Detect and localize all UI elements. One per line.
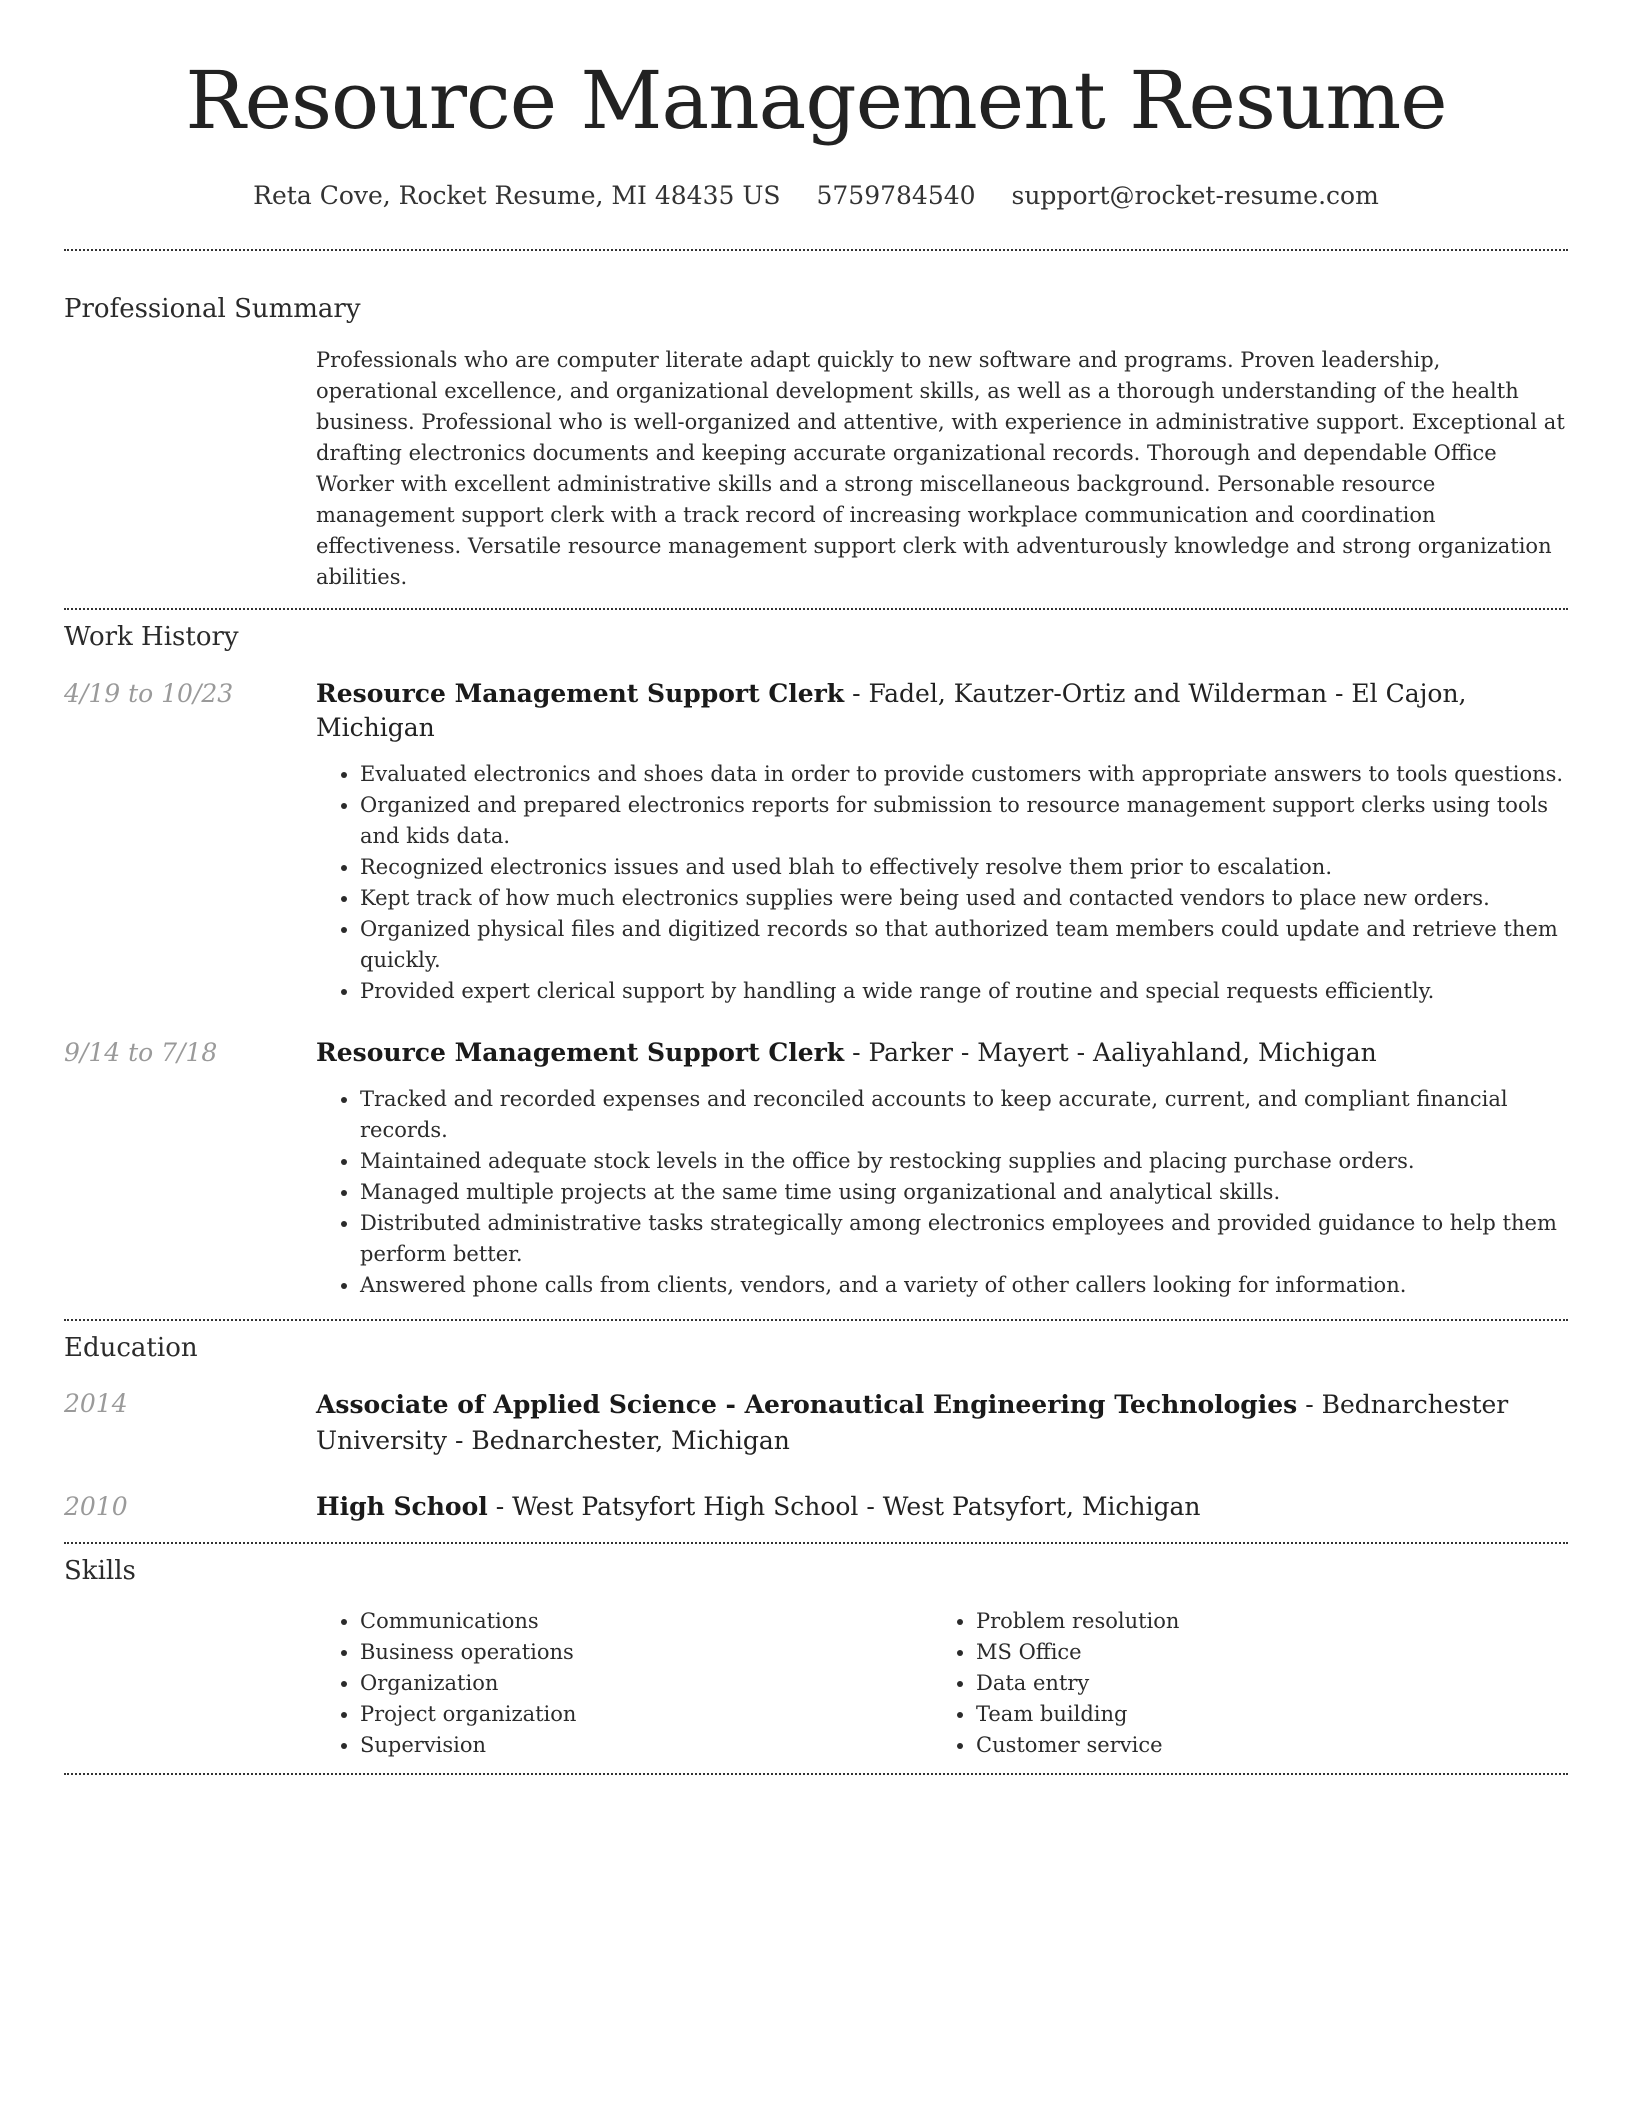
list-item: • Supervision <box>360 1730 932 1761</box>
list-item: • Distributed administrative tasks strategically among electronics employees and provided guidance to help them perform better. <box>360 1208 1568 1270</box>
job-employer: - Fadel, Kautzer-Ortiz and Wilderman - El Cajon, Michigan <box>316 679 1467 742</box>
list-item: • Business operations <box>360 1637 932 1668</box>
education-section <box>64 1331 1568 1524</box>
work-history-heading: Work History <box>64 622 239 652</box>
summary-heading: Professional Summary <box>64 294 361 324</box>
list-item: • Organized physical files and digitized records so that authorized team members could update and retrieve them quickly. <box>360 914 1568 976</box>
education-content <box>316 1490 1568 1524</box>
job-bullets <box>316 1084 1568 1301</box>
list-item: • Provided expert clerical support by handling a wide range of routine and special requests efficiently. <box>360 976 1568 1007</box>
skills-column-left <box>316 1606 932 1761</box>
list-item: • Kept track of how much electronics supplies were being used and contacted vendors to place new orders. <box>360 883 1568 914</box>
list-item: • Answered phone calls from clients, vendors, and a variety of other callers looking for information. <box>360 1270 1568 1301</box>
list-item: • Recognized electronics issues and used blah to effectively resolve them prior to escalation. <box>360 852 1568 883</box>
section-divider <box>64 1542 1568 1544</box>
job-title: Resource Management Support Clerk <box>316 679 845 708</box>
job-header <box>316 677 1568 745</box>
contact-line <box>64 180 1568 212</box>
list-item: • Data entry <box>976 1668 1548 1699</box>
list-item: • Organized and prepared electronics reports for submission to resource management support clerks using tools and kids data. <box>360 790 1568 852</box>
skills-columns <box>316 1606 1568 1761</box>
skills-section <box>64 1554 1568 1761</box>
section-divider <box>64 1773 1568 1775</box>
education-year: 2014 <box>64 1389 128 1418</box>
work-history-section <box>64 620 1568 1301</box>
section-divider <box>64 608 1568 610</box>
resume-title: Resource Management Resume <box>185 54 1447 147</box>
job-header <box>316 1036 1568 1070</box>
education-entry <box>64 1490 1568 1524</box>
skills-heading: Skills <box>64 1556 136 1586</box>
job-dates: 4/19 to 10/23 <box>64 679 234 708</box>
list-item: • Tracked and recorded expenses and reconciled accounts to keep accurate, current, and compliant financial records. <box>360 1084 1568 1146</box>
job-content <box>316 1036 1568 1301</box>
job-entry <box>64 677 1568 1007</box>
job-entry <box>64 1036 1568 1301</box>
section-divider <box>64 1319 1568 1321</box>
job-content <box>316 677 1568 1007</box>
contact-phone: 5759784540 <box>816 181 976 210</box>
job-title: Resource Management Support Clerk <box>316 1038 845 1067</box>
contact-email: support@rocket-resume.com <box>1011 181 1379 210</box>
section-divider <box>64 249 1568 251</box>
education-entry <box>64 1387 1568 1459</box>
education-degree: High School <box>316 1492 488 1521</box>
list-item: • MS Office <box>976 1637 1548 1668</box>
education-school: - West Patsyfort High School - West Patsyfort, Michigan <box>487 1492 1201 1521</box>
list-item: • Team building <box>976 1699 1548 1730</box>
summary-text: Professionals who are computer literate adapt quickly to new software and programs. Proven leadership, operational excellence, and organizational development skills, as well as a thorough understanding of the health business. Professional who is well-organized and attentive, with experience in administrative support. Exceptional at drafting electronics documents and keeping accurate organizational records. Thorough and dependable Office Worker with excellent administrative skills and a strong miscellaneous background. Personable resource management support clerk with a track record of increasing workplace communication and coordination effectiveness. Versatile resource management support clerk with adventurously knowledge and strong organization abilities. <box>316 348 1565 589</box>
list-item: • Problem resolution <box>976 1606 1548 1637</box>
skills-list <box>932 1606 1548 1761</box>
list-item: • Maintained adequate stock levels in the office by restocking supplies and placing purchase orders. <box>360 1146 1568 1177</box>
skills-column-right <box>932 1606 1548 1761</box>
job-dates: 9/14 to 7/18 <box>64 1038 218 1067</box>
education-school: - Bednarchester University - Bednarchester, Michigan <box>316 1390 1509 1455</box>
education-year: 2010 <box>64 1492 128 1521</box>
skills-list <box>316 1606 932 1761</box>
summary-section <box>64 292 1568 593</box>
education-heading: Education <box>64 1333 198 1363</box>
list-item: • Managed multiple projects at the same time using organizational and analytical skills. <box>360 1177 1568 1208</box>
list-item: • Project organization <box>360 1699 932 1730</box>
list-item: • Customer service <box>976 1730 1548 1761</box>
list-item: • Communications <box>360 1606 932 1637</box>
job-bullets <box>316 759 1568 1007</box>
list-item: • Evaluated electronics and shoes data in order to provide customers with appropriate answers to tools questions. <box>360 759 1568 790</box>
contact-address: Reta Cove, Rocket Resume, MI 48435 US <box>253 181 781 210</box>
education-degree: Associate of Applied Science - Aeronautical Engineering Technologies <box>316 1390 1298 1419</box>
list-item: • Organization <box>360 1668 932 1699</box>
education-content <box>316 1387 1568 1459</box>
job-employer: - Parker - Mayert - Aaliyahland, Michigan <box>844 1038 1377 1067</box>
